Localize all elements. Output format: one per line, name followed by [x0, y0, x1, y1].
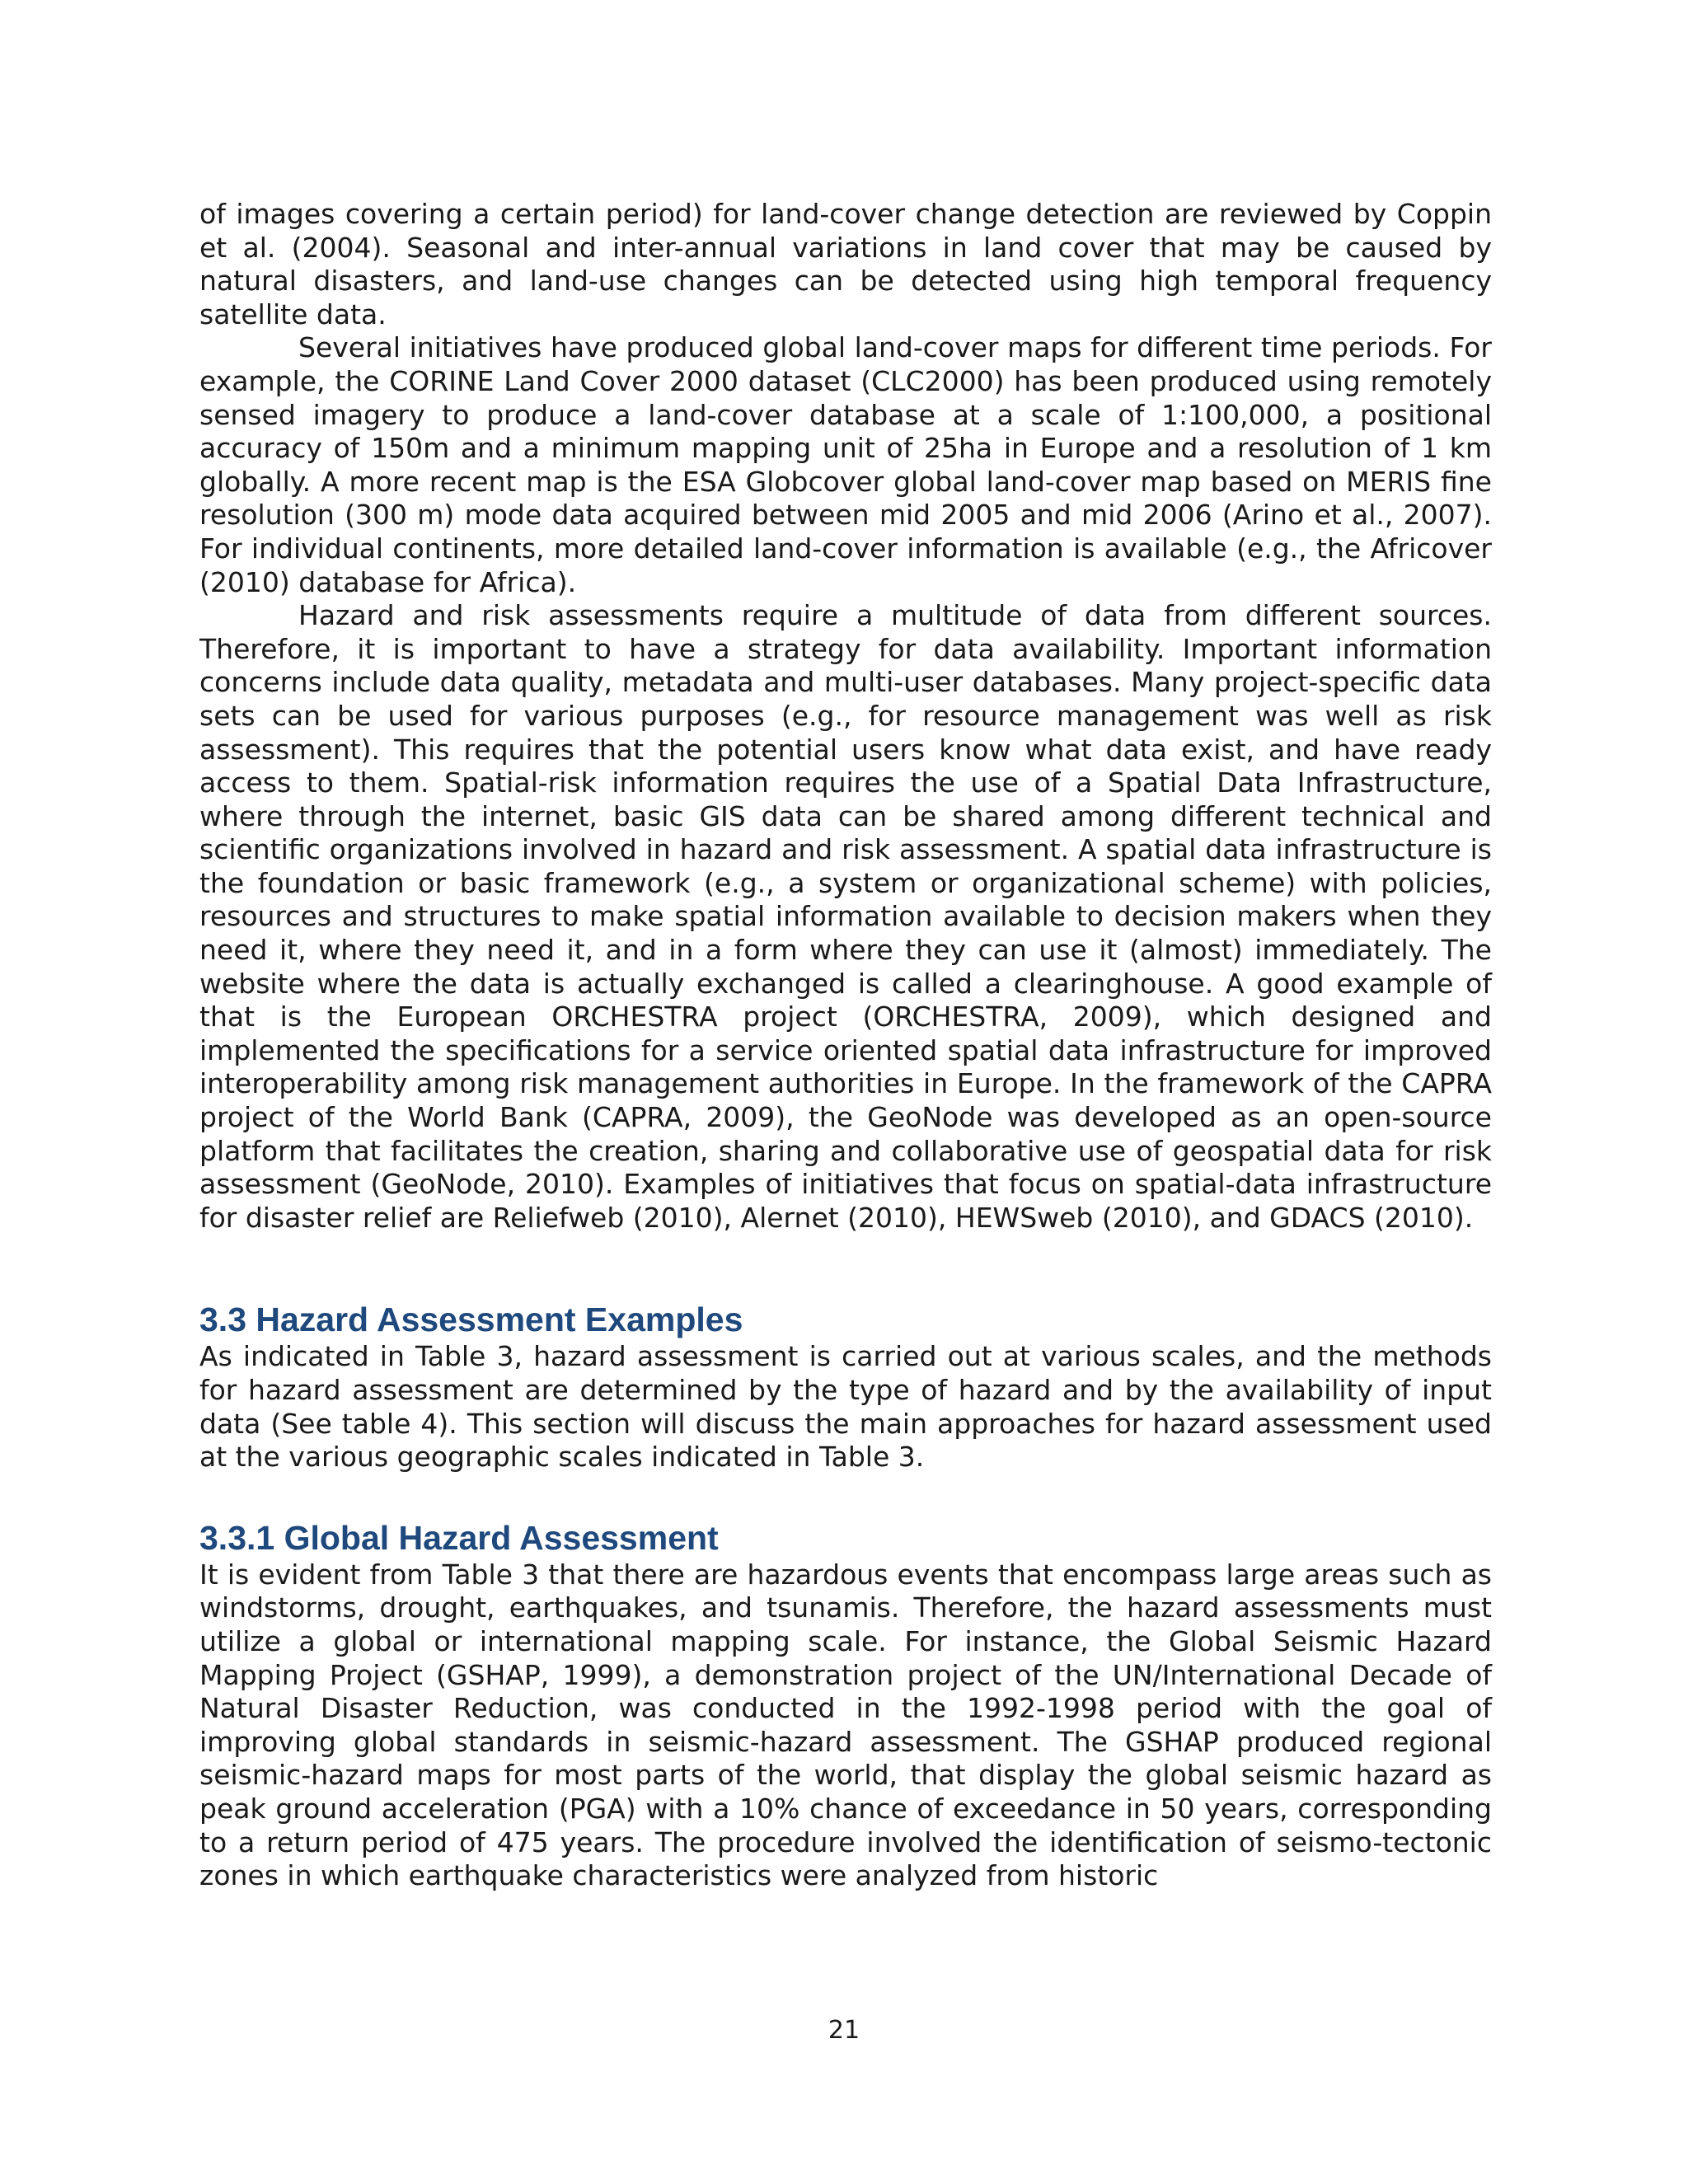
paragraph-global-land-cover-maps: Several initiatives have produced global land-cover maps for different time periods. For example, the CORINE Land Cover 2000 dataset (CLC2000) has been produced using remotely sensed imagery to produce a land-cover database at a scale of 1:100,000, a positional accuracy of 150m and a minimum mapping unit of 25ha in Europe and a resolution of 1 km globally. A more recent map is the ESA Globcover global land-cover map based on MERIS fine resolution (300 m) mode data acquired between mid 2005 and mid 2006 (Arino et al., 2007). For individual continents, more detailed land-cover information is available (e.g., the Africover (2010) database for Africa).	[199, 331, 1492, 598]
document-page	[199, 198, 1492, 1893]
section-heading-global-hazard-assessment: 3.3.1 Global Hazard Assessment	[199, 1518, 719, 1557]
paragraph-land-cover-change: of images covering a certain period) for land-cover change detection are reviewed by Coppin et al. (2004). Seasonal and inter-annual variations in land cover that may be caused by natural disasters, and land-use changes can be detected using high temporal frequency satellite data.	[199, 198, 1492, 330]
paragraph-spatial-data-infrastructure: Hazard and risk assessments require a multitude of data from different sources. Therefore, it is important to have a strategy for data availability. Important information concerns include data quality, metadata and multi-user databases. Many project-specific data sets can be used for various purposes (e.g., for resource management was well as risk assessment). This requires that the potential users know what data exist, and have ready access to them. Spatial-risk information requires the use of a Spatial Data Infrastructure, where through the internet, basic GIS data can be shared among different technical and scientific organizations involved in hazard and risk assessment. A spatial data infrastructure is the foundation or basic framework (e.g., a system or organizational scheme) with policies, resources and structures to make spatial information available to decision makers when they need it, where they need it, and in a form where they can use it (almost) immediately. The website where the data is actually exchanged is called a clearinghouse. A good example of that is the European ORCHESTRA project (ORCHESTRA, 2009), which designed and implemented the specifications for a service oriented spatial data infrastructure for improved interoperability among risk management authorities in Europe. In the framework of the CAPRA project of the World Bank (CAPRA, 2009), the GeoNode was developed as an open-source platform that facilitates the creation, sharing and collaborative use of geospatial data for risk assessment (GeoNode, 2010). Examples of initiatives that focus on spatial-data infrastructure for disaster relief are Reliefweb (2010), Alernet (2010), HEWSweb (2010), and GDACS (2010).	[199, 599, 1492, 1234]
paragraph-hazard-assessment-examples: As indicated in Table 3, hazard assessment is carried out at various scales, and the methods for hazard assessment are determined by the type of hazard and by the availability of input data (See table 4). This section will discuss the main approaches for hazard assessment used at the various geographic scales indicated in Table 3.	[199, 1340, 1492, 1474]
paragraph-global-hazard-assessment: It is evident from Table 3 that there are hazardous events that encompass large areas such as windstorms, drought, earthquakes, and tsunamis. Therefore, the hazard assessments must utilize a global or international mapping scale. For instance, the Global Seismic Hazard Mapping Project (GSHAP, 1999), a demonstration project of the UN/International Decade of Natural Disaster Reduction, was conducted in the 1992-1998 period with the goal of improving global standards in seismic-hazard assessment. The GSHAP produced regional seismic-hazard maps for most parts of the world, that display the global seismic hazard as peak ground acceleration (PGA) with a 10% chance of exceedance in 50 years, corresponding to a return period of 475 years. The procedure involved the identification of seismo-tectonic zones in which earthquake characteristics were analyzed from historic	[199, 1558, 1492, 1892]
section-heading-hazard-assessment-examples: 3.3 Hazard Assessment Examples	[199, 1301, 743, 1339]
page-number: 21	[828, 2016, 860, 2045]
